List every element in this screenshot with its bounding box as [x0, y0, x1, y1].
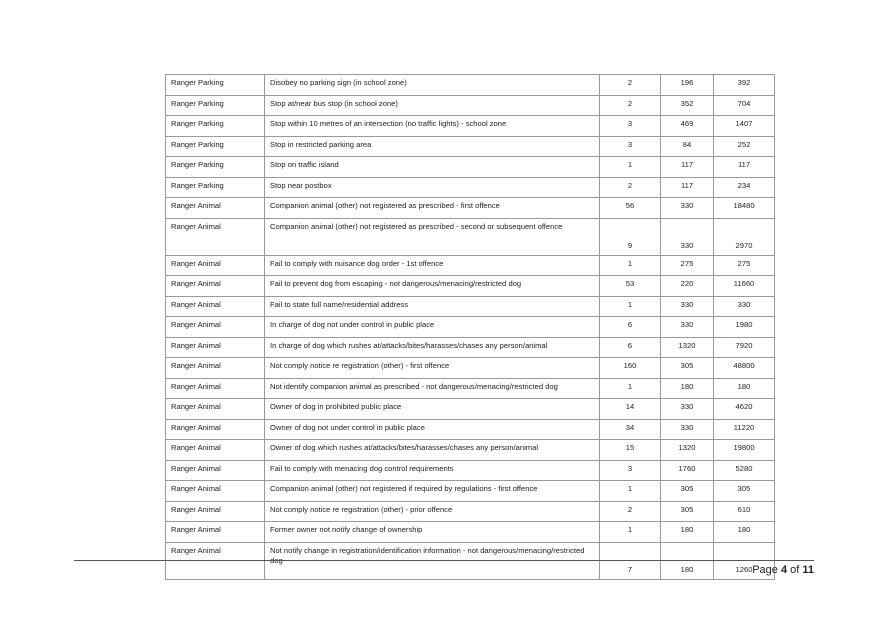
- total-cell: 180: [714, 522, 775, 543]
- description-cell: Stop at/near bus stop (in school zone): [265, 95, 600, 116]
- description-cell: Fail to prevent dog from escaping - not dangerous/menacing/restricted dog: [265, 276, 600, 297]
- footer-divider: [74, 560, 814, 561]
- description-cell: Owner of dog in prohibited public place: [265, 399, 600, 420]
- table-row: [166, 276, 775, 297]
- table-row: [166, 317, 775, 338]
- description-cell: In charge of dog which rushes at/attacks/bites/harasses/chases any person/animal: [265, 337, 600, 358]
- table-row: [166, 255, 775, 276]
- count-cell: 34: [600, 419, 661, 440]
- description-cell: Not notify change in registration/identification information - not dangerous/menacing/restricted dog: [265, 542, 600, 579]
- category-cell: Ranger Animal: [166, 198, 265, 219]
- category-cell: Ranger Animal: [166, 317, 265, 338]
- table-row: [166, 419, 775, 440]
- category-cell: Ranger Parking: [166, 75, 265, 96]
- total-cell: 1407: [714, 116, 775, 137]
- total-cell: 11660: [714, 276, 775, 297]
- fee-cell: 196: [661, 75, 714, 96]
- description-cell: Disobey no parking sign (in school zone): [265, 75, 600, 96]
- count-cell: 1: [600, 296, 661, 317]
- total-cell: 48800: [714, 358, 775, 379]
- table-row: [166, 522, 775, 543]
- fee-cell: 117: [661, 157, 714, 178]
- fee-cell: 330: [661, 399, 714, 420]
- total-cell: 7920: [714, 337, 775, 358]
- penalty-table-container: [165, 74, 773, 580]
- current-page: 4: [780, 564, 788, 576]
- category-cell: Ranger Parking: [166, 157, 265, 178]
- category-cell: Ranger Animal: [166, 378, 265, 399]
- total-cell: 4620: [714, 399, 775, 420]
- table-row: [166, 157, 775, 178]
- page-of-text: of: [787, 564, 803, 576]
- total-cell: 234: [714, 177, 775, 198]
- total-cell: 1260: [714, 542, 775, 579]
- fee-cell: 305: [661, 358, 714, 379]
- table-row: [166, 198, 775, 219]
- count-cell: 1: [600, 378, 661, 399]
- fee-cell: 220: [661, 276, 714, 297]
- table-row: [166, 378, 775, 399]
- category-cell: Ranger Parking: [166, 136, 265, 157]
- count-cell: 3: [600, 136, 661, 157]
- category-cell: Ranger Animal: [166, 522, 265, 543]
- total-cell: 5280: [714, 460, 775, 481]
- count-cell: 14: [600, 399, 661, 420]
- table-row: [166, 337, 775, 358]
- description-cell: Owner of dog not under control in public place: [265, 419, 600, 440]
- description-cell: Fail to state full name/residential address: [265, 296, 600, 317]
- page-number: [752, 564, 814, 576]
- count-cell: 160: [600, 358, 661, 379]
- count-cell: 56: [600, 198, 661, 219]
- description-cell: Stop near postbox: [265, 177, 600, 198]
- total-cell: 18480: [714, 198, 775, 219]
- fee-cell: 180: [661, 542, 714, 579]
- total-cell: 305: [714, 481, 775, 502]
- description-cell: Fail to comply with menacing dog control requirements: [265, 460, 600, 481]
- description-cell: Former owner not notify change of ownership: [265, 522, 600, 543]
- count-cell: 53: [600, 276, 661, 297]
- category-cell: Ranger Parking: [166, 116, 265, 137]
- description-cell: Not comply notice re registration (other) - first offence: [265, 358, 600, 379]
- table-row: [166, 116, 775, 137]
- fee-cell: 305: [661, 501, 714, 522]
- count-cell: 2: [600, 177, 661, 198]
- table-row: [166, 358, 775, 379]
- category-cell: Ranger Animal: [166, 276, 265, 297]
- description-cell: Stop within 10 metres of an intersection (no traffic lights) - school zone: [265, 116, 600, 137]
- total-cell: 275: [714, 255, 775, 276]
- count-cell: 7: [600, 542, 661, 579]
- category-cell: Ranger Animal: [166, 358, 265, 379]
- table-row: [166, 501, 775, 522]
- penalty-table: [165, 74, 775, 580]
- fee-cell: 330: [661, 296, 714, 317]
- table-row: [166, 440, 775, 461]
- count-cell: 6: [600, 337, 661, 358]
- table-row: [166, 177, 775, 198]
- fee-cell: 180: [661, 378, 714, 399]
- category-cell: Ranger Animal: [166, 481, 265, 502]
- description-cell: Companion animal (other) not registered as prescribed - second or subsequent offence: [265, 218, 600, 255]
- table-row: [166, 218, 775, 255]
- fee-cell: 1320: [661, 337, 714, 358]
- count-cell: 3: [600, 460, 661, 481]
- count-cell: 2: [600, 501, 661, 522]
- total-cell: 610: [714, 501, 775, 522]
- category-cell: Ranger Animal: [166, 419, 265, 440]
- total-cell: 117: [714, 157, 775, 178]
- fee-cell: 117: [661, 177, 714, 198]
- fee-cell: 352: [661, 95, 714, 116]
- description-cell: Stop in restricted parking area: [265, 136, 600, 157]
- fee-cell: 1760: [661, 460, 714, 481]
- fee-cell: 1320: [661, 440, 714, 461]
- count-cell: 2: [600, 95, 661, 116]
- description-cell: Owner of dog which rushes at/attacks/bites/harasses/chases any person/animal: [265, 440, 600, 461]
- description-cell: Not comply notice re registration (other) - prior offence: [265, 501, 600, 522]
- description-cell: Not identify companion animal as prescribed - not dangerous/menacing/restricted dog: [265, 378, 600, 399]
- total-pages: 11: [802, 564, 814, 576]
- category-cell: Ranger Animal: [166, 255, 265, 276]
- count-cell: 1: [600, 522, 661, 543]
- table-row: [166, 460, 775, 481]
- table-row: [166, 95, 775, 116]
- table-row: [166, 481, 775, 502]
- count-cell: 2: [600, 75, 661, 96]
- total-cell: 392: [714, 75, 775, 96]
- description-cell: Fail to comply with nuisance dog order - 1st offence: [265, 255, 600, 276]
- count-cell: 9: [600, 218, 661, 255]
- description-cell: Stop on traffic island: [265, 157, 600, 178]
- table-row: [166, 399, 775, 420]
- page-prefix: Page: [752, 564, 781, 576]
- count-cell: 1: [600, 481, 661, 502]
- fee-cell: 305: [661, 481, 714, 502]
- count-cell: 15: [600, 440, 661, 461]
- fee-cell: 84: [661, 136, 714, 157]
- description-cell: Companion animal (other) not registered as prescribed - first offence: [265, 198, 600, 219]
- category-cell: Ranger Animal: [166, 440, 265, 461]
- category-cell: Ranger Animal: [166, 399, 265, 420]
- table-row: [166, 296, 775, 317]
- count-cell: 1: [600, 255, 661, 276]
- count-cell: 3: [600, 116, 661, 137]
- fee-cell: 330: [661, 419, 714, 440]
- category-cell: Ranger Animal: [166, 542, 265, 579]
- fee-cell: 330: [661, 198, 714, 219]
- penalty-table-body: [166, 75, 775, 580]
- total-cell: 252: [714, 136, 775, 157]
- fee-cell: 469: [661, 116, 714, 137]
- category-cell: Ranger Animal: [166, 296, 265, 317]
- total-cell: 2970: [714, 218, 775, 255]
- total-cell: 180: [714, 378, 775, 399]
- category-cell: Ranger Animal: [166, 218, 265, 255]
- total-cell: 330: [714, 296, 775, 317]
- count-cell: 1: [600, 157, 661, 178]
- total-cell: 11220: [714, 419, 775, 440]
- description-cell: Companion animal (other) not registered if required by regulations - first offence: [265, 481, 600, 502]
- total-cell: 704: [714, 95, 775, 116]
- fee-cell: 330: [661, 317, 714, 338]
- category-cell: Ranger Parking: [166, 95, 265, 116]
- fee-cell: 330: [661, 218, 714, 255]
- total-cell: 19800: [714, 440, 775, 461]
- category-cell: Ranger Parking: [166, 177, 265, 198]
- table-row: [166, 136, 775, 157]
- description-cell: In charge of dog not under control in public place: [265, 317, 600, 338]
- category-cell: Ranger Animal: [166, 460, 265, 481]
- total-cell: 1980: [714, 317, 775, 338]
- fee-cell: 180: [661, 522, 714, 543]
- count-cell: 6: [600, 317, 661, 338]
- category-cell: Ranger Animal: [166, 337, 265, 358]
- table-row: [166, 75, 775, 96]
- fee-cell: 275: [661, 255, 714, 276]
- category-cell: Ranger Animal: [166, 501, 265, 522]
